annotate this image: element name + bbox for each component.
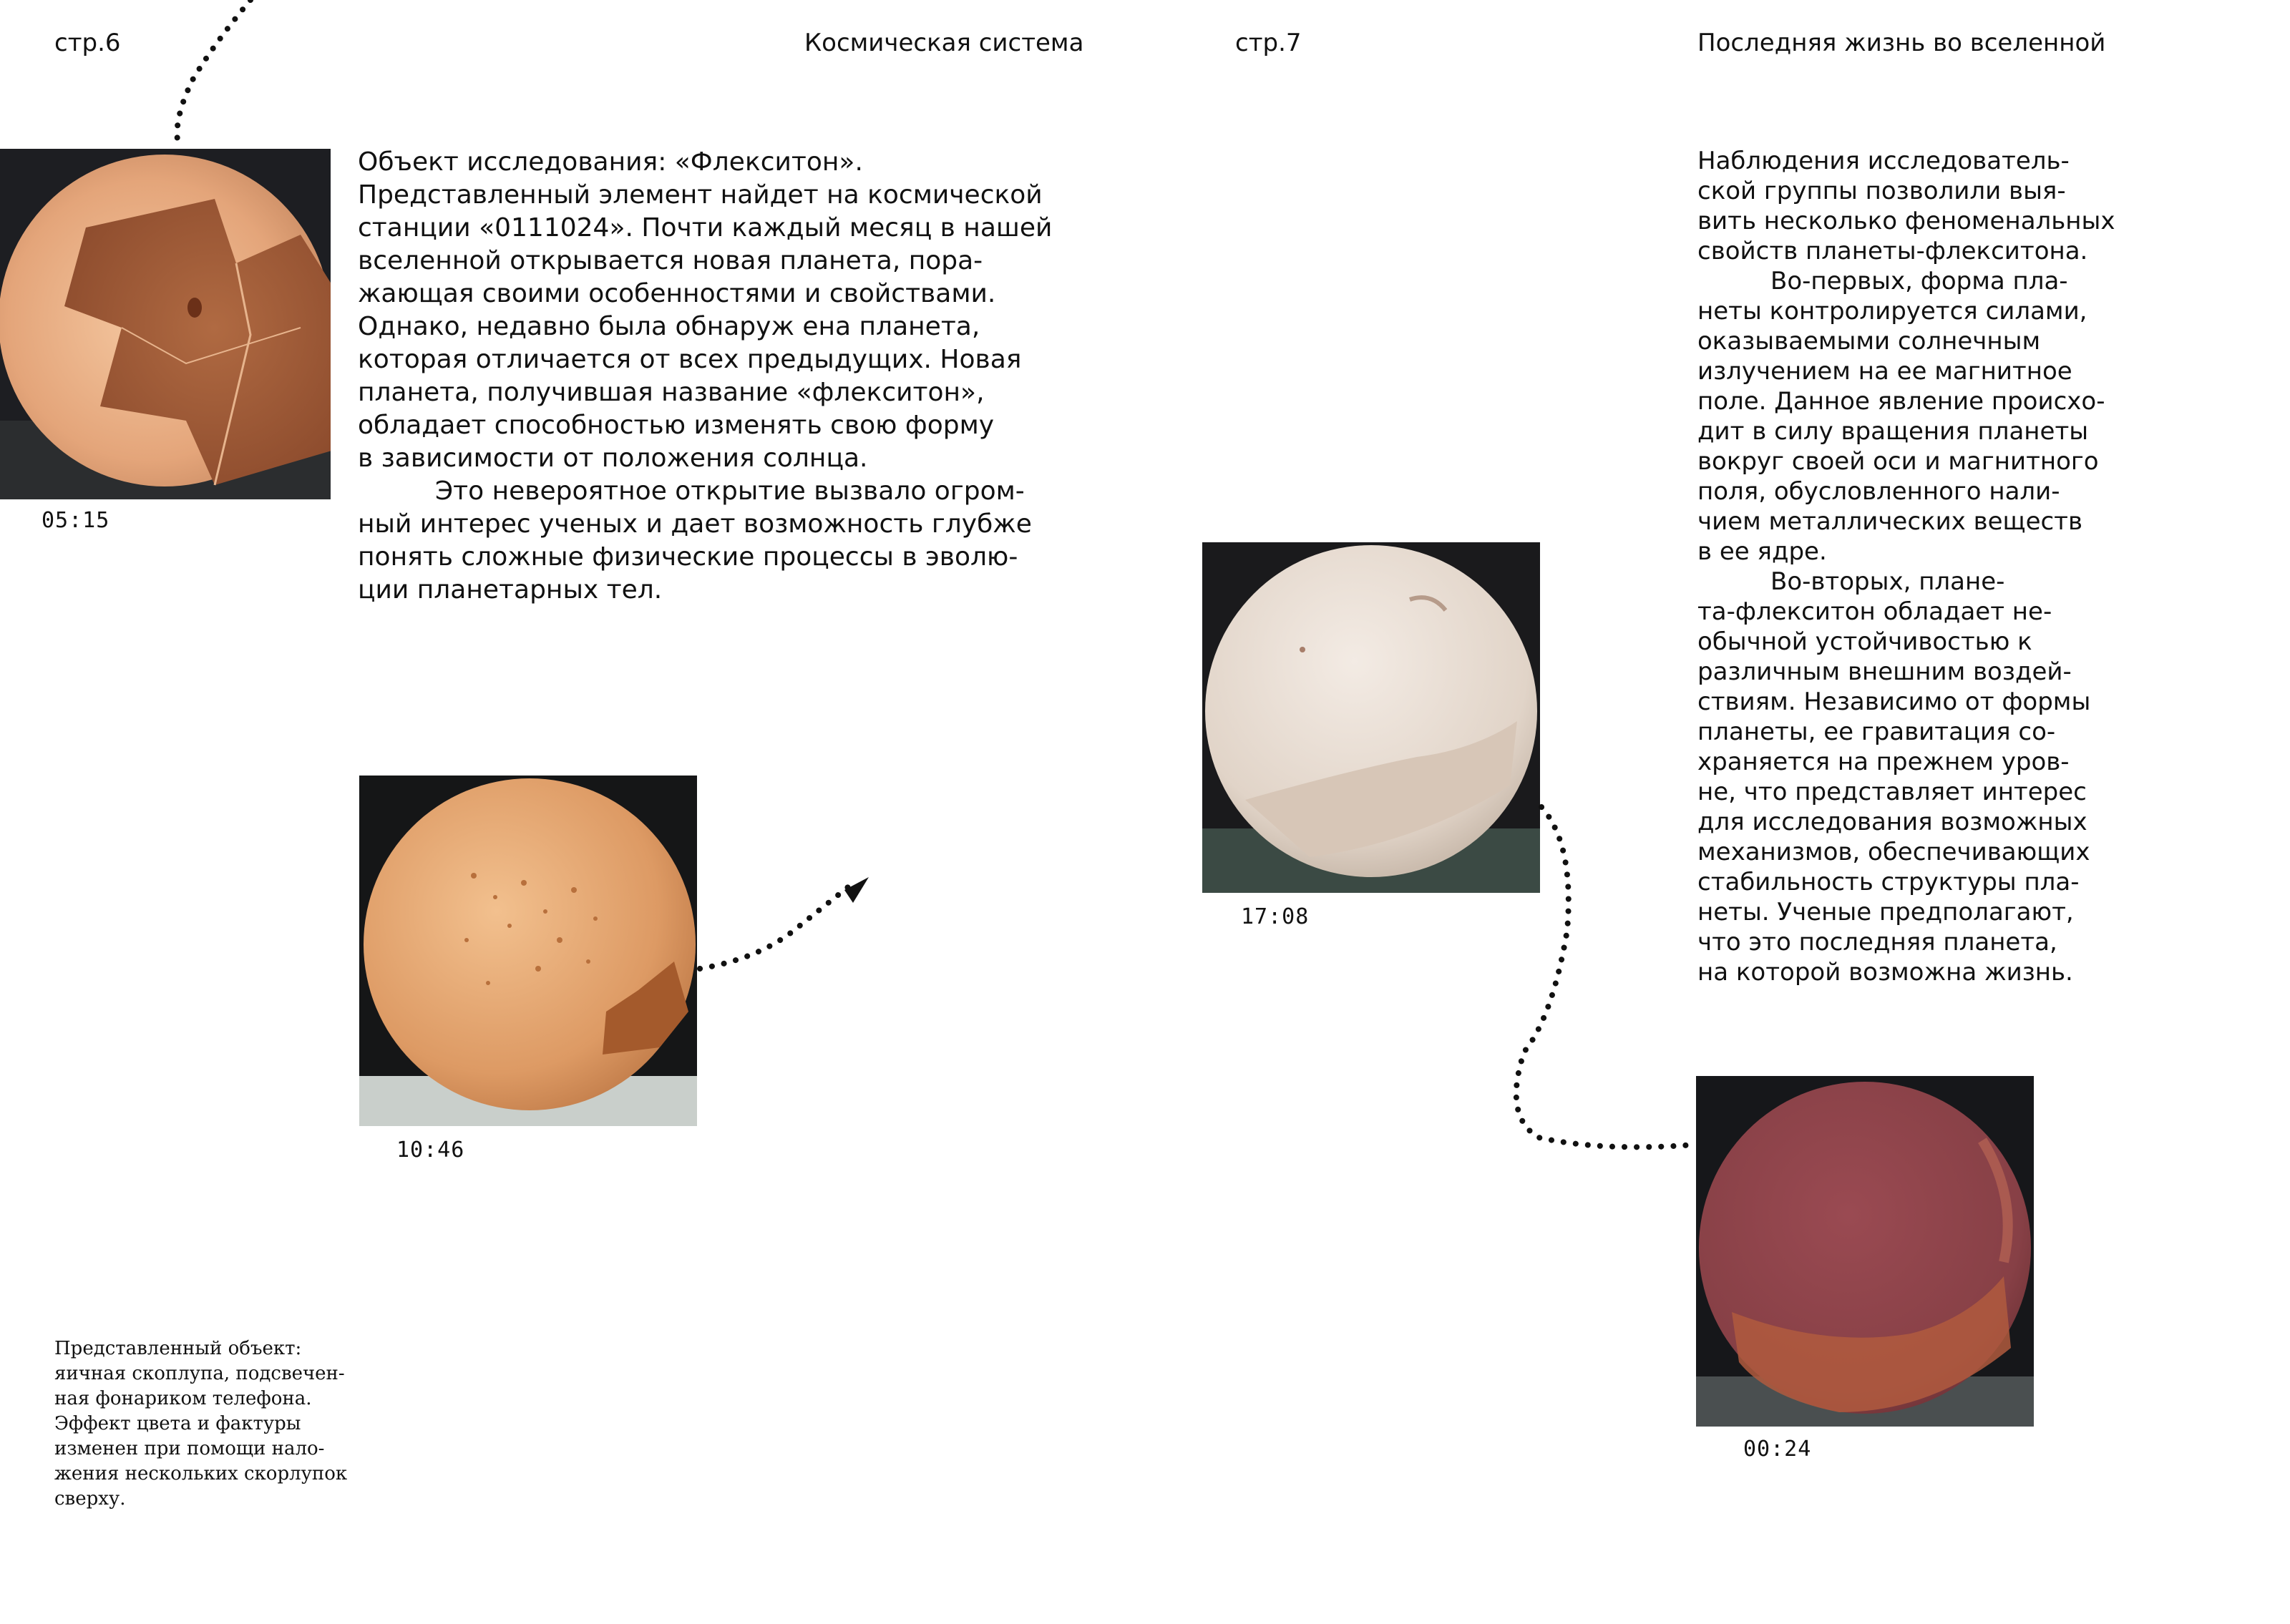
left-footnote: Представленный объект: яичная скоплупа, подсвечен- ная фонариком телефона. Эффект цвета и фактуры изменен при помощи нало- жения нескольких скорлупок сверху. xyxy=(54,1338,348,1510)
photo-cracked-planet xyxy=(0,149,331,499)
photo-2-caption: 10:46 xyxy=(396,1138,465,1163)
connector-top-to-photo-1 xyxy=(177,0,251,147)
left-page-number: стр.6 xyxy=(54,29,121,57)
right-page-title: Последняя жизнь во вселенной xyxy=(1697,29,2106,57)
left-page-title: Космическая система xyxy=(804,29,1084,57)
connector-photo-2-to-arrow xyxy=(700,884,852,969)
photo-1-caption: 05:15 xyxy=(42,508,110,533)
arrow-head-icon xyxy=(844,877,869,903)
photo-4-caption: 00:24 xyxy=(1743,1437,1812,1462)
right-body-text: Наблюдения исследователь- ской группы позволили выя- вить несколько феноменальных свойств планеты-флекситона. Во-первых, форма пла- неты контролируется силами, оказываемыми солнечным излучением на ее магнитное поле. Данное явление происхо- дит в силу вращения планеты вокруг своей оси и магнитного поля, обусловленного нали- чием металлических веществ в ее ядре. Во-вторых, плане- та-флекситон обладает не- обычной устойчивостью к различным внешним воздей- ствиям. Независимо от формы планеты, ее гравитация со- храняется на прежнем уров- не, что представляет интерес для исследования возможных механизмов, обеспечивающих стабильность структуры пла- неты. Ученые предполагают, что это последняя планета, на которой возможна жизнь. xyxy=(1697,147,2115,987)
photo-3-caption: 17:08 xyxy=(1241,904,1310,929)
left-body-text: Объект исследования: «Флекситон». Представленный элемент найдет на космической станции «0111024». Почти каждый месяц в нашей вселенной открывается новая планета, пора- жающая своими особенностями и свойствами. Однако, недавно была обнаруж ена планета, которая отличается от всех предыдущих. Новая планета, получившая название «флекситон», обладает способностью изменять свою форму в зависимости от положения солнца. Это невероятное открытие вызвало огром- ный интерес ученых и дает возможность глубже понять сложные физические процессы в эволю- ции планетарных тел. xyxy=(358,147,1053,605)
right-page-number: стр.7 xyxy=(1235,29,1302,57)
photo-orange-planet xyxy=(359,776,697,1126)
photo-red-planet xyxy=(1696,1076,2034,1427)
connector-photo-3-to-photo-4 xyxy=(1516,807,1695,1147)
photo-pale-planet xyxy=(1202,542,1540,893)
